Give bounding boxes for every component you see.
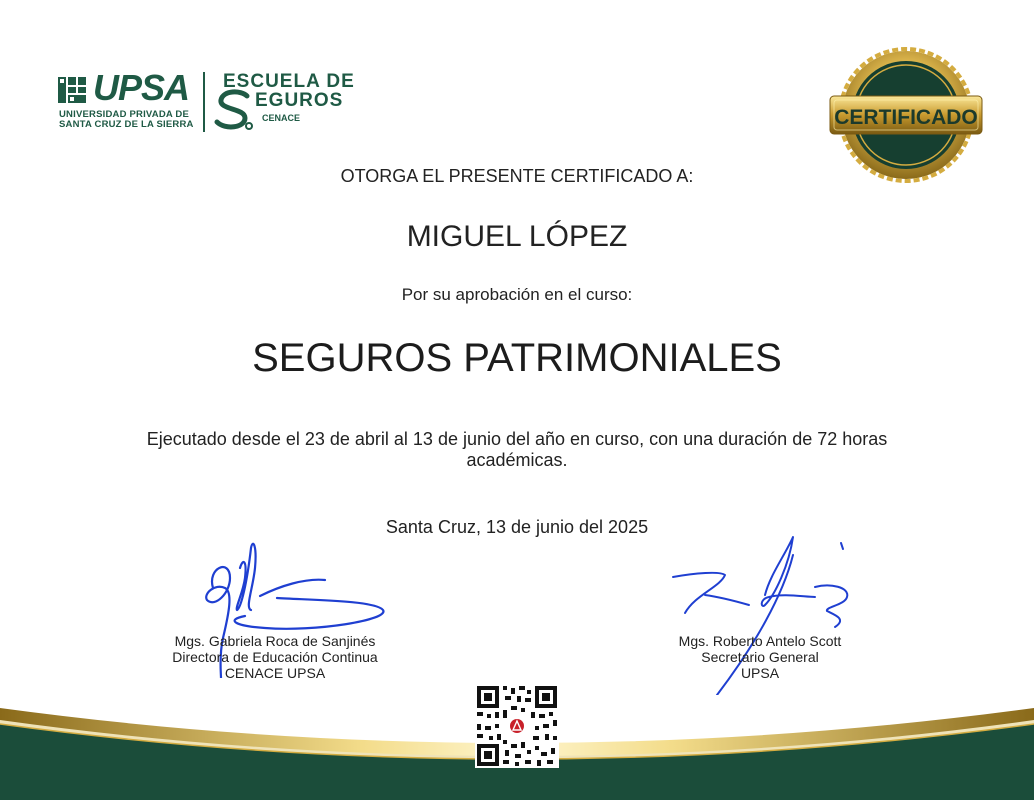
upsa-subtitle-line1: UNIVERSIDAD PRIVADA DE (59, 109, 190, 120)
recipient-name: MIGUEL LÓPEZ (406, 220, 628, 253)
signatory-right-role: Secretario General (701, 649, 819, 665)
signatory-left-org: CENACE UPSA (224, 665, 326, 681)
logo-divider (203, 72, 205, 132)
escuela-title-line2: EGUROS (255, 90, 344, 111)
signatory-left-role: Directora de Educación Continua (172, 649, 378, 665)
place-date: Santa Cruz, 13 de junio del 2025 (385, 517, 649, 537)
certificate-intro: OTORGA EL PRESENTE CERTIFICADO A: (340, 166, 694, 186)
upsa-subtitle-line2: SANTA CRUZ DE LA SIERRA (59, 119, 194, 130)
upsa-emblem-icon (57, 75, 93, 105)
signatory-left-name: Mgs. Gabriela Roca de Sanjinés (174, 633, 376, 649)
institution-logos (57, 67, 387, 136)
approval-text: Por su aprobación en el curso: (401, 285, 633, 304)
upsa-wordmark: UPSA (93, 67, 190, 108)
course-description: Ejecutado desde el 23 de abril al 13 de junio del año en curso, con una duración de 72 horas académicas. (146, 429, 888, 470)
signatory-right-name: Mgs. Roberto Antelo Scott (678, 633, 842, 649)
signatory-right (630, 633, 890, 681)
escuela-cenace: CENACE (262, 113, 301, 123)
seal-label: CERTIFICADO (834, 106, 978, 129)
certificate-seal (826, 46, 986, 184)
signatory-left (140, 633, 410, 681)
escuela-title-line1: ESCUELA DE (223, 71, 355, 92)
upsa-subtitle (59, 110, 194, 130)
course-title: SEGUROS PATRIMONIALES (252, 336, 782, 380)
verification-qr-code[interactable] (475, 684, 559, 768)
seguros-s-icon (213, 88, 255, 132)
signatory-right-org: UPSA (740, 665, 780, 681)
